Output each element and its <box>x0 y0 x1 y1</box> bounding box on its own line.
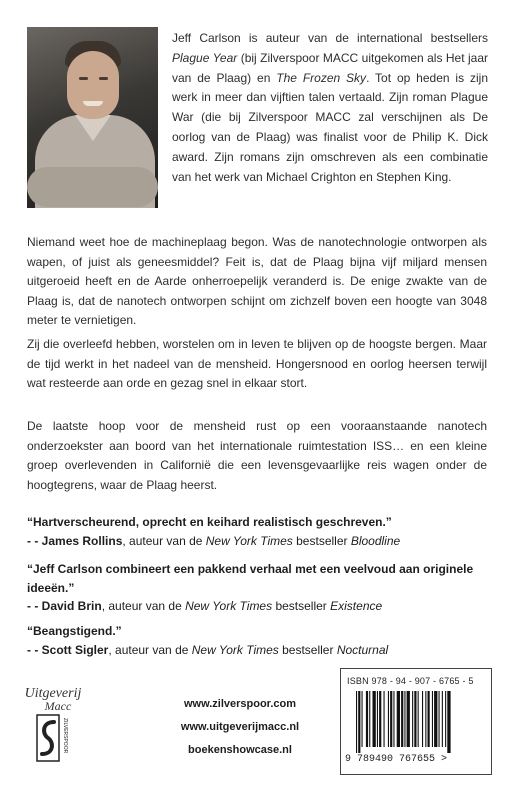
barcode-bar <box>442 691 443 747</box>
barcode-digits: 9 789490 767655 > <box>345 754 448 765</box>
author-bio: Jeff Carlson is auteur van de international bestsellers Plague Year (bij Zilverspoor MACC uitgekomen als Het jaar van de Plaag) en The Frozen Sky. Tot op heden is zijn werk in meer dan vijftien talen vertaald. Zijn roman Plague War (die bij Zilverspoor MACC zal verschijnen als De oorlog van de Plaag) was finalist voor de Philip K. Dick award. Zijn romans zijn omschreven als een combinatie van het werk van Michael Crighton en Stephen King. <box>172 31 488 184</box>
barcode-bar <box>384 691 385 747</box>
quote-source: - - Scott Sigler, auteur van de New York Times bestseller Nocturnal <box>27 642 389 657</box>
barcode-bar <box>393 691 394 747</box>
review-quote-1 <box>27 513 497 550</box>
isbn-barcode-box <box>340 668 492 775</box>
barcode-bar <box>377 691 378 747</box>
barcode-bar <box>425 691 426 747</box>
barcode-bar <box>401 691 403 747</box>
barcode-bar <box>373 691 376 747</box>
barcode-bar <box>428 691 430 747</box>
quote-source: - - David Brin, auteur van de New York Times bestseller Existence <box>27 599 383 613</box>
barcode-bar <box>447 691 450 753</box>
book-title-frozen-sky: The Frozen Sky <box>276 70 367 85</box>
uitgeverij-macc-logo: Uitgeverij Macc <box>24 686 82 713</box>
quote-text: “Jeff Carlson combineert een pakkend verhaal met een veelvoud aan originele ideeën.” <box>27 562 474 595</box>
blurb-paragraph-3: De laatste hoop voor de mensheid rust op een vooraanstaande nanotech onderzoekster aan boord van het internationale ruimtestation ISS… en een kleine groep overlevenden in Californië die een levensgevaarlijke reis wagen onder de hoogtegrens, waar de Plaag heerst. <box>27 419 487 492</box>
barcode-bar <box>388 691 389 747</box>
barcode-bar <box>366 691 368 747</box>
barcode-bar <box>439 691 440 747</box>
quote-text: “Hartverscheurend, oprecht en keihard realistisch geschreven.” <box>27 515 392 529</box>
quote-text: “Beangstigend.” <box>27 624 122 638</box>
barcode-bar <box>414 691 416 747</box>
zilverspoor-logo <box>36 714 68 764</box>
author-photo <box>27 27 158 208</box>
barcode-bar <box>379 691 381 747</box>
barcode-bar <box>445 691 446 747</box>
barcode-bar <box>397 691 400 747</box>
publisher-urls <box>160 693 320 762</box>
barcode-bar <box>404 691 405 747</box>
barcode-bar <box>422 691 423 747</box>
url-boekenshowcase[interactable]: boekenshowcase.nl <box>188 744 292 756</box>
barcode-bar <box>358 691 360 753</box>
blurb-paragraph-1: Niemand weet hoe de machineplaag begon. Was de nanotechnologie ontworpen als wapen, of juist als geneesmiddel? Feit is, dat de Plaag bijna vijf miljard mensen uitgeroeid heeft en de Aarde onherroepelijk veranderd is. De enige zwakte van de Plaag is, dat de nanotech ontworpen schijnt om zichzelf boven een hoogte van 3048 meter te vernietigen. <box>27 235 487 328</box>
url-zilverspoor[interactable]: www.zilverspoor.com <box>183 698 297 710</box>
barcode-bar <box>434 691 437 747</box>
barcode-bar <box>390 691 392 747</box>
review-quote-3 <box>27 622 497 659</box>
isbn-label: ISBN 978 - 94 - 907 - 6765 - 5 <box>347 676 474 686</box>
barcode-bar <box>356 691 357 753</box>
barcode-bar <box>407 691 410 747</box>
quote-source: - - James Rollins, auteur van de New York Times bestseller Bloodline <box>27 533 401 548</box>
barcode-bar <box>412 691 413 747</box>
review-quote-2 <box>27 560 497 616</box>
barcode-bar <box>432 691 433 747</box>
svg-text:ZILVERSPOOR: ZILVERSPOOR <box>62 718 68 754</box>
barcode-bar <box>369 691 370 747</box>
barcode-icon <box>356 691 476 753</box>
barcode-bar <box>362 691 363 747</box>
barcode-bar <box>418 691 419 747</box>
book-title-plague-year: Plague Year <box>172 50 238 65</box>
blurb-paragraph-2: Zij die overleefd hebben, worstelen om in leven te blijven op de hoogste bergen. Maar de tijd werkt in het nadeel van de mensheid. Hongersnood en oorlog heersen terwijl wat resteerde aan orde en gezag snel in elkaar stort. <box>27 337 487 391</box>
url-uitgeverijmacc[interactable]: www.uitgeverijmacc.nl <box>180 721 300 733</box>
